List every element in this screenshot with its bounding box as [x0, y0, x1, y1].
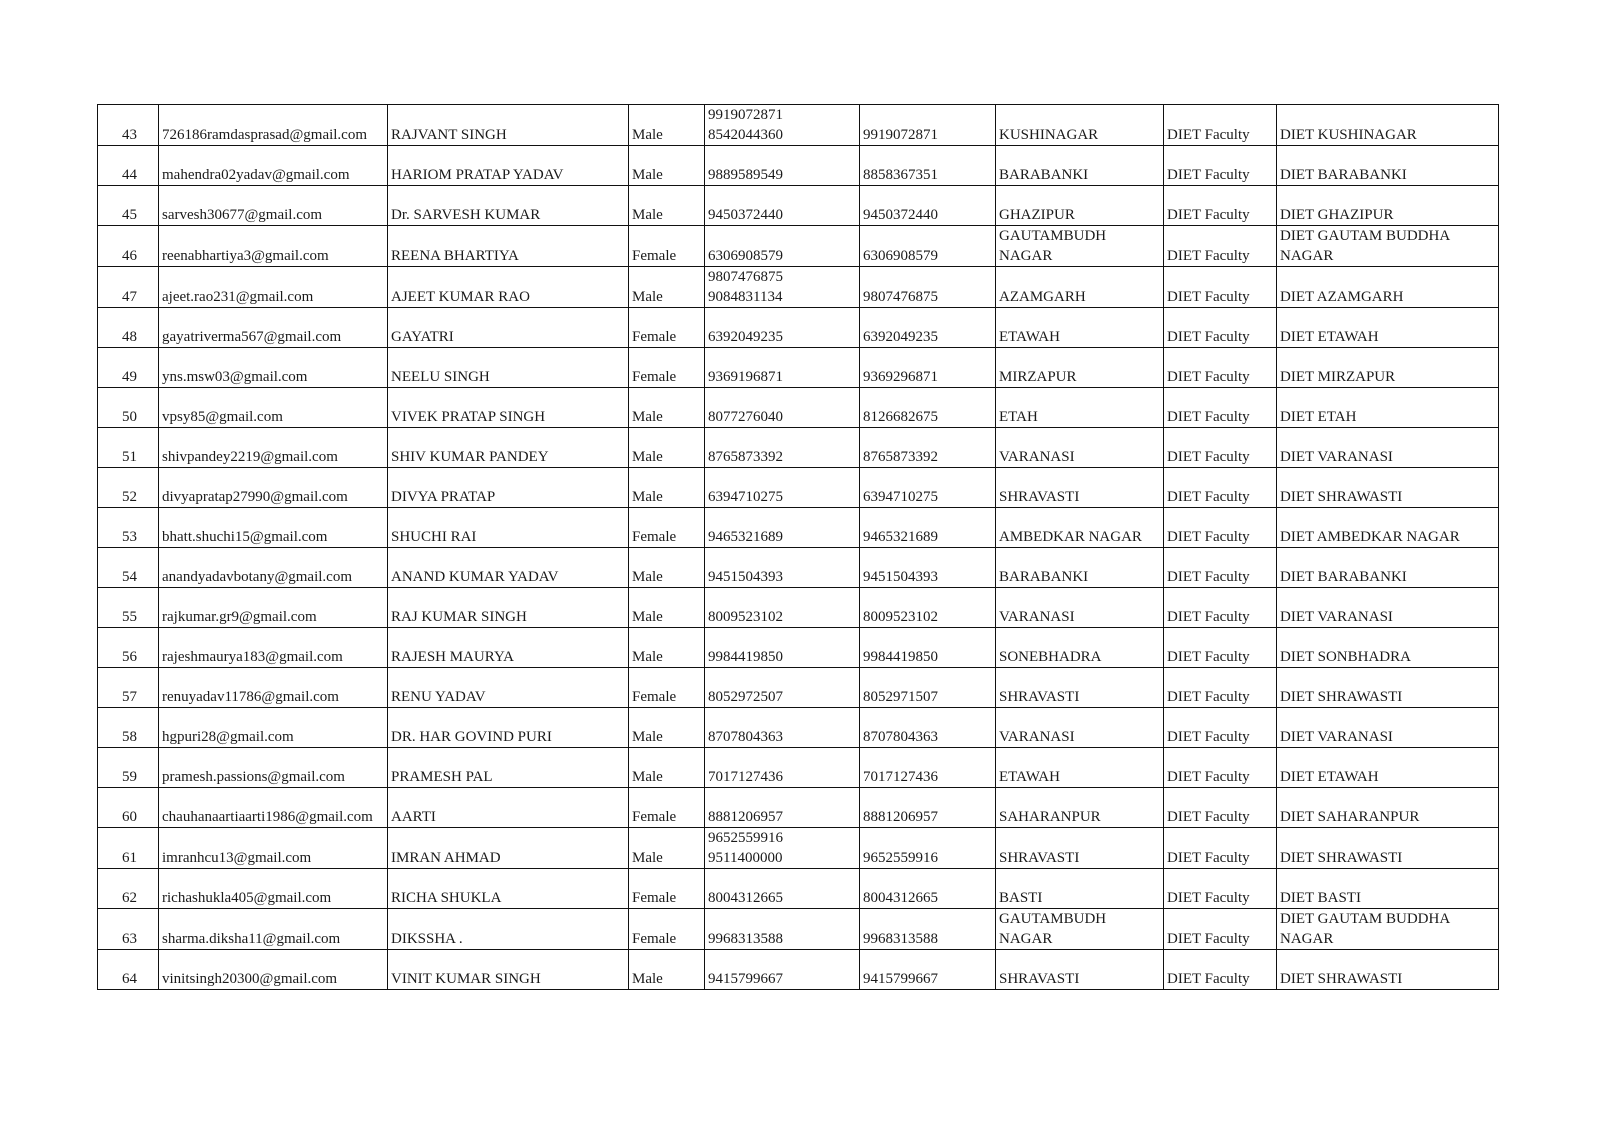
cell-email: ajeet.rao231@gmail.com — [159, 267, 388, 308]
cell-district — [996, 950, 1164, 990]
cell-institute — [1277, 226, 1499, 267]
cell-district-line: KUSHINAGAR — [999, 127, 1099, 143]
cell-district-line: VARANASI — [999, 609, 1075, 625]
cell-alternate-mobile: 9451504393 — [860, 548, 996, 588]
cell-serial-number: 47 — [98, 267, 159, 308]
cell-institute — [1277, 869, 1499, 909]
cell-district — [996, 788, 1164, 828]
cell-gender: Male — [629, 105, 705, 146]
cell-alternate-mobile: 8707804363 — [860, 708, 996, 748]
cell-district-line: SHRAVASTI — [999, 971, 1080, 987]
cell-alternate-mobile: 9984419850 — [860, 628, 996, 668]
cell-serial-number: 53 — [98, 508, 159, 548]
table-row — [98, 628, 1499, 668]
cell-email: rajkumar.gr9@gmail.com — [159, 588, 388, 628]
cell-category: DIET Faculty — [1164, 428, 1277, 468]
cell-name: RAJESH MAURYA — [388, 628, 629, 668]
table-row — [98, 348, 1499, 388]
cell-district — [996, 708, 1164, 748]
cell-institute-line: DIET SAHARANPUR — [1280, 809, 1420, 825]
table-row — [98, 668, 1499, 708]
cell-mobile-numbers-line: 8077276040 — [708, 409, 783, 425]
cell-institute-line: DIET AZAMGARH — [1280, 289, 1404, 305]
cell-mobile-numbers — [705, 308, 860, 348]
cell-name: GAYATRI — [388, 308, 629, 348]
cell-category: DIET Faculty — [1164, 186, 1277, 226]
cell-email: renuyadav11786@gmail.com — [159, 668, 388, 708]
cell-institute — [1277, 588, 1499, 628]
cell-mobile-numbers-line: 6306908579 — [708, 248, 783, 264]
table-row — [98, 748, 1499, 788]
cell-mobile-numbers — [705, 548, 860, 588]
cell-category: DIET Faculty — [1164, 388, 1277, 428]
cell-gender: Male — [629, 428, 705, 468]
cell-name: REENA BHARTIYA — [388, 226, 629, 267]
cell-name: IMRAN AHMAD — [388, 828, 629, 869]
cell-mobile-numbers-line: 8004312665 — [708, 890, 783, 906]
cell-gender: Male — [629, 950, 705, 990]
cell-email: imranhcu13@gmail.com — [159, 828, 388, 869]
cell-district-line: MIRZAPUR — [999, 369, 1077, 385]
cell-district — [996, 468, 1164, 508]
cell-institute-line: DIET AMBEDKAR NAGAR — [1280, 529, 1460, 545]
cell-email: anandyadavbotany@gmail.com — [159, 548, 388, 588]
cell-district — [996, 308, 1164, 348]
cell-gender: Female — [629, 668, 705, 708]
cell-institute-line: DIET GHAZIPUR — [1280, 207, 1394, 223]
cell-name: AARTI — [388, 788, 629, 828]
cell-mobile-numbers — [705, 869, 860, 909]
cell-mobile-numbers — [705, 628, 860, 668]
cell-name: HARIOM PRATAP YADAV — [388, 146, 629, 186]
cell-mobile-numbers-line: 8707804363 — [708, 729, 783, 745]
cell-alternate-mobile: 9807476875 — [860, 267, 996, 308]
cell-mobile-numbers — [705, 708, 860, 748]
cell-institute — [1277, 388, 1499, 428]
cell-mobile-numbers-line: 9889589549 — [708, 167, 783, 183]
cell-gender: Male — [629, 388, 705, 428]
cell-district-line: GAUTAMBUDH — [999, 228, 1107, 244]
cell-serial-number: 54 — [98, 548, 159, 588]
cell-gender: Female — [629, 869, 705, 909]
cell-district — [996, 588, 1164, 628]
cell-email: gayatriverma567@gmail.com — [159, 308, 388, 348]
cell-district — [996, 105, 1164, 146]
cell-alternate-mobile: 9450372440 — [860, 186, 996, 226]
cell-serial-number: 44 — [98, 146, 159, 186]
cell-email: shivpandey2219@gmail.com — [159, 428, 388, 468]
cell-category: DIET Faculty — [1164, 668, 1277, 708]
cell-serial-number: 60 — [98, 788, 159, 828]
cell-gender: Male — [629, 548, 705, 588]
cell-gender: Female — [629, 788, 705, 828]
cell-name: RICHA SHUKLA — [388, 869, 629, 909]
cell-institute-line: DIET SHRAWASTI — [1280, 489, 1403, 505]
cell-district-line: VARANASI — [999, 449, 1075, 465]
table-row — [98, 468, 1499, 508]
cell-name: RAJVANT SINGH — [388, 105, 629, 146]
cell-alternate-mobile: 6306908579 — [860, 226, 996, 267]
cell-gender: Female — [629, 348, 705, 388]
cell-alternate-mobile: 8765873392 — [860, 428, 996, 468]
cell-mobile-numbers-line: 9919072871 — [708, 107, 783, 123]
cell-gender: Male — [629, 468, 705, 508]
table-row — [98, 950, 1499, 990]
cell-alternate-mobile: 8858367351 — [860, 146, 996, 186]
cell-alternate-mobile: 8009523102 — [860, 588, 996, 628]
cell-gender: Female — [629, 909, 705, 950]
cell-serial-number: 61 — [98, 828, 159, 869]
cell-gender: Male — [629, 708, 705, 748]
cell-institute — [1277, 105, 1499, 146]
cell-alternate-mobile: 6394710275 — [860, 468, 996, 508]
cell-district — [996, 628, 1164, 668]
cell-institute — [1277, 146, 1499, 186]
cell-mobile-numbers — [705, 146, 860, 186]
cell-serial-number: 45 — [98, 186, 159, 226]
cell-serial-number: 57 — [98, 668, 159, 708]
cell-mobile-numbers-line: 8765873392 — [708, 449, 783, 465]
cell-mobile-numbers-line: 9415799667 — [708, 971, 783, 987]
cell-mobile-numbers — [705, 668, 860, 708]
cell-gender: Male — [629, 186, 705, 226]
cell-category: DIET Faculty — [1164, 508, 1277, 548]
cell-serial-number: 52 — [98, 468, 159, 508]
cell-institute — [1277, 348, 1499, 388]
cell-district — [996, 748, 1164, 788]
cell-mobile-numbers — [705, 909, 860, 950]
cell-district-line: SHRAVASTI — [999, 689, 1080, 705]
cell-name: Dr. SARVESH KUMAR — [388, 186, 629, 226]
cell-category: DIET Faculty — [1164, 105, 1277, 146]
table-row — [98, 788, 1499, 828]
cell-mobile-numbers-line: 8542044360 — [708, 127, 783, 143]
table-body — [98, 105, 1499, 990]
cell-mobile-numbers — [705, 267, 860, 308]
cell-district — [996, 668, 1164, 708]
cell-mobile-numbers — [705, 950, 860, 990]
cell-gender: Male — [629, 267, 705, 308]
table-row — [98, 267, 1499, 308]
cell-name: PRAMESH PAL — [388, 748, 629, 788]
cell-email: 726186ramdasprasad@gmail.com — [159, 105, 388, 146]
cell-serial-number: 48 — [98, 308, 159, 348]
cell-district-line: SONEBHADRA — [999, 649, 1102, 665]
cell-serial-number: 49 — [98, 348, 159, 388]
cell-district-line: ETAH — [999, 409, 1038, 425]
cell-institute-line: NAGAR — [1280, 248, 1334, 264]
cell-email: hgpuri28@gmail.com — [159, 708, 388, 748]
cell-institute-line: DIET ETAH — [1280, 409, 1357, 425]
cell-mobile-numbers-line: 8881206957 — [708, 809, 783, 825]
cell-category: DIET Faculty — [1164, 708, 1277, 748]
cell-mobile-numbers — [705, 788, 860, 828]
cell-mobile-numbers — [705, 388, 860, 428]
cell-name: AJEET KUMAR RAO — [388, 267, 629, 308]
cell-gender: Male — [629, 628, 705, 668]
cell-mobile-numbers-line: 7017127436 — [708, 769, 783, 785]
cell-district — [996, 548, 1164, 588]
cell-alternate-mobile: 9465321689 — [860, 508, 996, 548]
cell-category: DIET Faculty — [1164, 348, 1277, 388]
cell-mobile-numbers — [705, 468, 860, 508]
cell-district-line: BASTI — [999, 890, 1043, 906]
cell-district — [996, 828, 1164, 869]
cell-alternate-mobile: 8052971507 — [860, 668, 996, 708]
cell-mobile-numbers-line: 9968313588 — [708, 931, 783, 947]
cell-serial-number: 46 — [98, 226, 159, 267]
table-row — [98, 308, 1499, 348]
cell-email: bhatt.shuchi15@gmail.com — [159, 508, 388, 548]
cell-alternate-mobile: 6392049235 — [860, 308, 996, 348]
table-row — [98, 708, 1499, 748]
cell-institute — [1277, 708, 1499, 748]
cell-institute — [1277, 788, 1499, 828]
cell-alternate-mobile: 9415799667 — [860, 950, 996, 990]
cell-institute-line: DIET KUSHINAGAR — [1280, 127, 1417, 143]
table-row — [98, 869, 1499, 909]
cell-name: SHUCHI RAI — [388, 508, 629, 548]
cell-district-line: GAUTAMBUDH — [999, 911, 1107, 927]
cell-institute — [1277, 186, 1499, 226]
cell-serial-number: 43 — [98, 105, 159, 146]
cell-mobile-numbers — [705, 348, 860, 388]
cell-serial-number: 50 — [98, 388, 159, 428]
cell-category: DIET Faculty — [1164, 146, 1277, 186]
cell-district — [996, 428, 1164, 468]
cell-gender: Male — [629, 748, 705, 788]
cell-name: VINIT KUMAR SINGH — [388, 950, 629, 990]
cell-email: chauhanaartiaarti1986@gmail.com — [159, 788, 388, 828]
cell-gender: Female — [629, 308, 705, 348]
cell-alternate-mobile: 8126682675 — [860, 388, 996, 428]
cell-mobile-numbers-line: 9652559916 — [708, 830, 783, 846]
cell-mobile-numbers-line: 9984419850 — [708, 649, 783, 665]
cell-district — [996, 388, 1164, 428]
cell-mobile-numbers-line: 8052972507 — [708, 689, 783, 705]
cell-email: yns.msw03@gmail.com — [159, 348, 388, 388]
table-row — [98, 186, 1499, 226]
faculty-table — [97, 104, 1499, 990]
cell-category: DIET Faculty — [1164, 226, 1277, 267]
cell-institute — [1277, 428, 1499, 468]
cell-category: DIET Faculty — [1164, 788, 1277, 828]
table-row — [98, 588, 1499, 628]
cell-mobile-numbers-line: 9451504393 — [708, 569, 783, 585]
cell-name: VIVEK PRATAP SINGH — [388, 388, 629, 428]
cell-gender: Male — [629, 588, 705, 628]
cell-district-line: VARANASI — [999, 729, 1075, 745]
cell-institute — [1277, 828, 1499, 869]
cell-institute-line: DIET BARABANKI — [1280, 569, 1407, 585]
cell-mobile-numbers — [705, 748, 860, 788]
cell-email: vinitsingh20300@gmail.com — [159, 950, 388, 990]
cell-category: DIET Faculty — [1164, 267, 1277, 308]
cell-alternate-mobile: 9652559916 — [860, 828, 996, 869]
cell-email: reenabhartiya3@gmail.com — [159, 226, 388, 267]
cell-serial-number: 59 — [98, 748, 159, 788]
cell-institute — [1277, 628, 1499, 668]
cell-district-line: NAGAR — [999, 248, 1053, 264]
cell-district — [996, 267, 1164, 308]
cell-institute-line: DIET GAUTAM BUDDHA — [1280, 911, 1451, 927]
cell-institute-line: DIET BARABANKI — [1280, 167, 1407, 183]
cell-serial-number: 58 — [98, 708, 159, 748]
cell-institute-line: DIET VARANASI — [1280, 729, 1393, 745]
cell-district — [996, 348, 1164, 388]
cell-mobile-numbers-line: 6392049235 — [708, 329, 783, 345]
cell-serial-number: 64 — [98, 950, 159, 990]
cell-mobile-numbers — [705, 508, 860, 548]
cell-name: DIKSSHA . — [388, 909, 629, 950]
cell-institute — [1277, 308, 1499, 348]
cell-institute — [1277, 468, 1499, 508]
cell-email: pramesh.passions@gmail.com — [159, 748, 388, 788]
cell-serial-number: 62 — [98, 869, 159, 909]
cell-mobile-numbers-line: 6394710275 — [708, 489, 783, 505]
cell-category: DIET Faculty — [1164, 468, 1277, 508]
table-row — [98, 105, 1499, 146]
cell-category: DIET Faculty — [1164, 748, 1277, 788]
cell-institute — [1277, 909, 1499, 950]
cell-institute-line: DIET SHRAWASTI — [1280, 689, 1403, 705]
cell-alternate-mobile: 9369296871 — [860, 348, 996, 388]
cell-category: DIET Faculty — [1164, 308, 1277, 348]
cell-district-line: NAGAR — [999, 931, 1053, 947]
cell-institute-line: DIET VARANASI — [1280, 609, 1393, 625]
cell-mobile-numbers-line: 9450372440 — [708, 207, 783, 223]
cell-institute — [1277, 748, 1499, 788]
cell-district — [996, 869, 1164, 909]
cell-district-line: SAHARANPUR — [999, 809, 1101, 825]
cell-institute-line: DIET SHRAWASTI — [1280, 971, 1403, 987]
cell-name: DR. HAR GOVIND PURI — [388, 708, 629, 748]
cell-mobile-numbers-line: 9084831134 — [708, 289, 783, 305]
cell-mobile-numbers-line: 9807476875 — [708, 269, 783, 285]
cell-email: sharma.diksha11@gmail.com — [159, 909, 388, 950]
cell-district-line: SHRAVASTI — [999, 489, 1080, 505]
cell-institute — [1277, 950, 1499, 990]
cell-mobile-numbers — [705, 105, 860, 146]
cell-name: RENU YADAV — [388, 668, 629, 708]
cell-category: DIET Faculty — [1164, 909, 1277, 950]
cell-email: sarvesh30677@gmail.com — [159, 186, 388, 226]
cell-mobile-numbers — [705, 588, 860, 628]
cell-category: DIET Faculty — [1164, 950, 1277, 990]
cell-district-line: ETAWAH — [999, 769, 1060, 785]
cell-gender: Male — [629, 828, 705, 869]
cell-name: RAJ KUMAR SINGH — [388, 588, 629, 628]
table-row — [98, 909, 1499, 950]
cell-email: vpsy85@gmail.com — [159, 388, 388, 428]
cell-district-line: BARABANKI — [999, 569, 1089, 585]
table-row — [98, 828, 1499, 869]
table-row — [98, 226, 1499, 267]
table-row — [98, 146, 1499, 186]
cell-district-line: SHRAVASTI — [999, 850, 1080, 866]
cell-name: SHIV KUMAR PANDEY — [388, 428, 629, 468]
cell-mobile-numbers-line: 9511400000 — [708, 850, 783, 866]
cell-gender: Female — [629, 508, 705, 548]
cell-category: DIET Faculty — [1164, 548, 1277, 588]
table-row — [98, 388, 1499, 428]
cell-institute-line: DIET MIRZAPUR — [1280, 369, 1396, 385]
cell-district — [996, 186, 1164, 226]
cell-serial-number: 56 — [98, 628, 159, 668]
cell-institute — [1277, 267, 1499, 308]
cell-institute — [1277, 548, 1499, 588]
cell-district — [996, 226, 1164, 267]
cell-district — [996, 909, 1164, 950]
cell-mobile-numbers — [705, 428, 860, 468]
cell-mobile-numbers-line: 9465321689 — [708, 529, 783, 545]
cell-alternate-mobile: 7017127436 — [860, 748, 996, 788]
cell-institute-line: NAGAR — [1280, 931, 1334, 947]
cell-institute-line: DIET ETAWAH — [1280, 769, 1379, 785]
cell-mobile-numbers — [705, 186, 860, 226]
cell-mobile-numbers-line: 8009523102 — [708, 609, 783, 625]
cell-district-line: AZAMGARH — [999, 289, 1086, 305]
cell-institute-line: DIET BASTI — [1280, 890, 1361, 906]
cell-gender: Male — [629, 146, 705, 186]
cell-serial-number: 55 — [98, 588, 159, 628]
cell-category: DIET Faculty — [1164, 628, 1277, 668]
table-row — [98, 548, 1499, 588]
cell-name: DIVYA PRATAP — [388, 468, 629, 508]
cell-institute-line: DIET SONBHADRA — [1280, 649, 1411, 665]
cell-mobile-numbers — [705, 226, 860, 267]
cell-alternate-mobile: 9919072871 — [860, 105, 996, 146]
cell-gender: Female — [629, 226, 705, 267]
cell-name: ANAND KUMAR YADAV — [388, 548, 629, 588]
cell-email: rajeshmaurya183@gmail.com — [159, 628, 388, 668]
cell-mobile-numbers — [705, 828, 860, 869]
cell-serial-number: 63 — [98, 909, 159, 950]
cell-category: DIET Faculty — [1164, 828, 1277, 869]
cell-institute-line: DIET ETAWAH — [1280, 329, 1379, 345]
cell-alternate-mobile: 9968313588 — [860, 909, 996, 950]
cell-district-line: ETAWAH — [999, 329, 1060, 345]
cell-institute-line: DIET VARANASI — [1280, 449, 1393, 465]
cell-mobile-numbers-line: 9369196871 — [708, 369, 783, 385]
cell-district-line: BARABANKI — [999, 167, 1089, 183]
cell-alternate-mobile: 8881206957 — [860, 788, 996, 828]
cell-institute-line: DIET GAUTAM BUDDHA — [1280, 228, 1451, 244]
cell-district-line: GHAZIPUR — [999, 207, 1075, 223]
cell-category: DIET Faculty — [1164, 869, 1277, 909]
table-row — [98, 508, 1499, 548]
cell-district — [996, 146, 1164, 186]
cell-email: divyapratap27990@gmail.com — [159, 468, 388, 508]
cell-district — [996, 508, 1164, 548]
table-row — [98, 428, 1499, 468]
cell-district-line: AMBEDKAR NAGAR — [999, 529, 1142, 545]
cell-name: NEELU SINGH — [388, 348, 629, 388]
cell-institute-line: DIET SHRAWASTI — [1280, 850, 1403, 866]
cell-serial-number: 51 — [98, 428, 159, 468]
cell-alternate-mobile: 8004312665 — [860, 869, 996, 909]
cell-email: mahendra02yadav@gmail.com — [159, 146, 388, 186]
cell-category: DIET Faculty — [1164, 588, 1277, 628]
cell-email: richashukla405@gmail.com — [159, 869, 388, 909]
cell-institute — [1277, 668, 1499, 708]
cell-institute — [1277, 508, 1499, 548]
